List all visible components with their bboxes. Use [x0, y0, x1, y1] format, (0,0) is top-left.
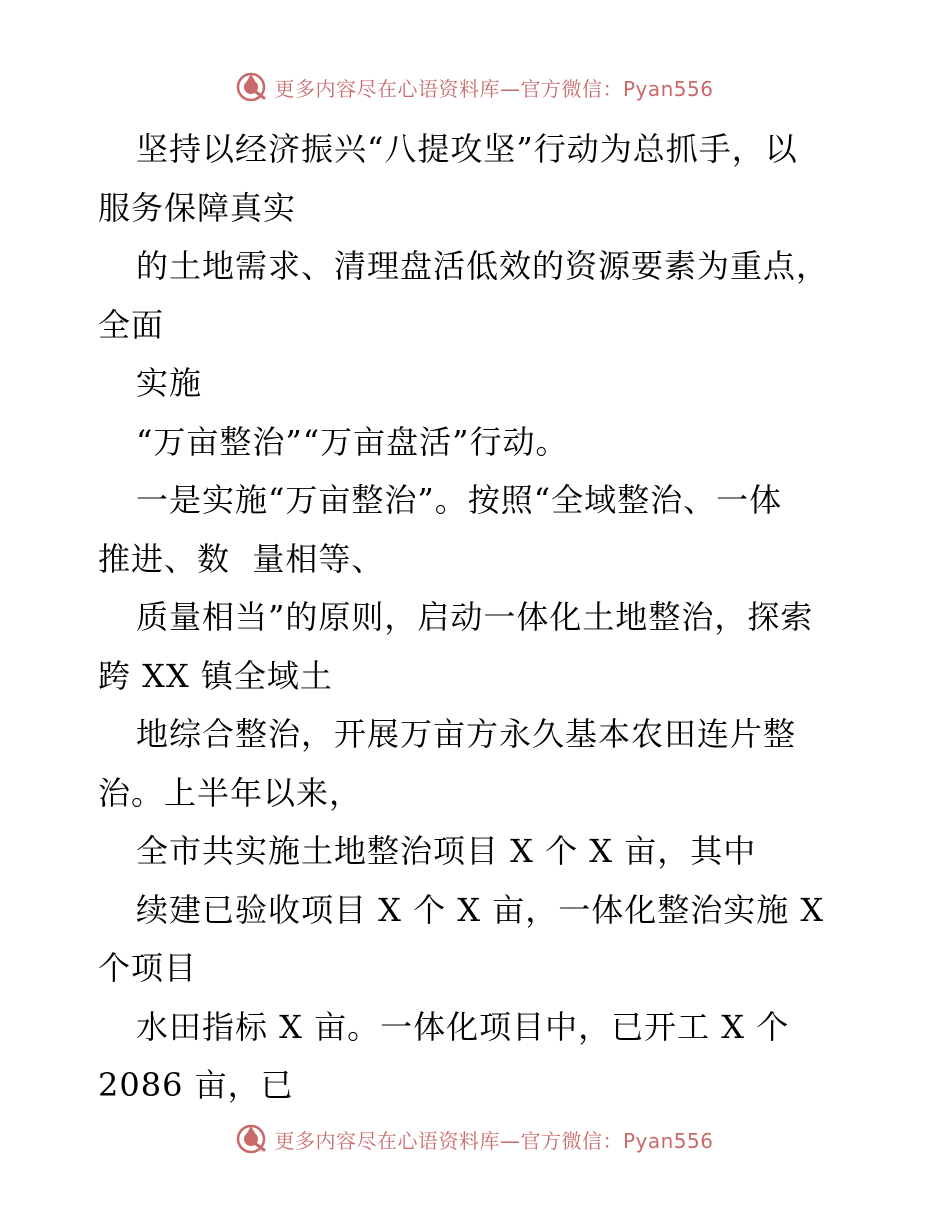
- text-line: 质量相当”的原则，启动一体化土地整治，探索: [136, 598, 814, 636]
- text-line: 续建已验收项目 X 个 X 亩，一体化整治实施 X: [136, 890, 825, 929]
- text-line: 水田指标 X 亩。一体化项目中，已开工 X 个: [136, 1007, 790, 1046]
- text-line: 个项目: [98, 949, 198, 987]
- text-line: 治。上半年以来，: [98, 773, 363, 812]
- stamp-logo-icon: [236, 1124, 266, 1154]
- text-line: 一是实施“万亩整治”。按照“全域整治、一体: [136, 481, 783, 519]
- stamp-logo-icon: [236, 72, 266, 102]
- text-line: 推进、数 量相等、: [98, 539, 385, 578]
- watermark-text: 更多内容尽在心语资料库—官方微信：Pyan556: [274, 1128, 714, 1153]
- footer-watermark: [0, 1124, 950, 1154]
- text-line: 服务保障真实: [98, 188, 297, 227]
- document-body: [98, 120, 868, 1115]
- header-watermark: [0, 72, 950, 102]
- text-line: 的土地需求、清理盘活低效的资源要素为重点，: [136, 247, 830, 285]
- text-line: 坚持以经济振兴“八提攻坚”行动为总抓手，以: [136, 130, 798, 168]
- text-line: 实施: [136, 364, 203, 402]
- watermark-text: 更多内容尽在心语资料库—官方微信：Pyan556: [274, 76, 714, 101]
- text-line: 全市共实施土地整治项目 X 个 X 亩，其中: [136, 832, 757, 870]
- text-line: 全面: [98, 305, 165, 344]
- text-line: 地综合整治，开展万亩方永久基本农田连片整: [136, 715, 797, 753]
- text-line: “万亩整治”“万亩盘活”行动。: [136, 422, 569, 461]
- text-line: 2086 亩，已: [98, 1066, 294, 1104]
- text-line: 跨 XX 镇全域土: [98, 656, 333, 695]
